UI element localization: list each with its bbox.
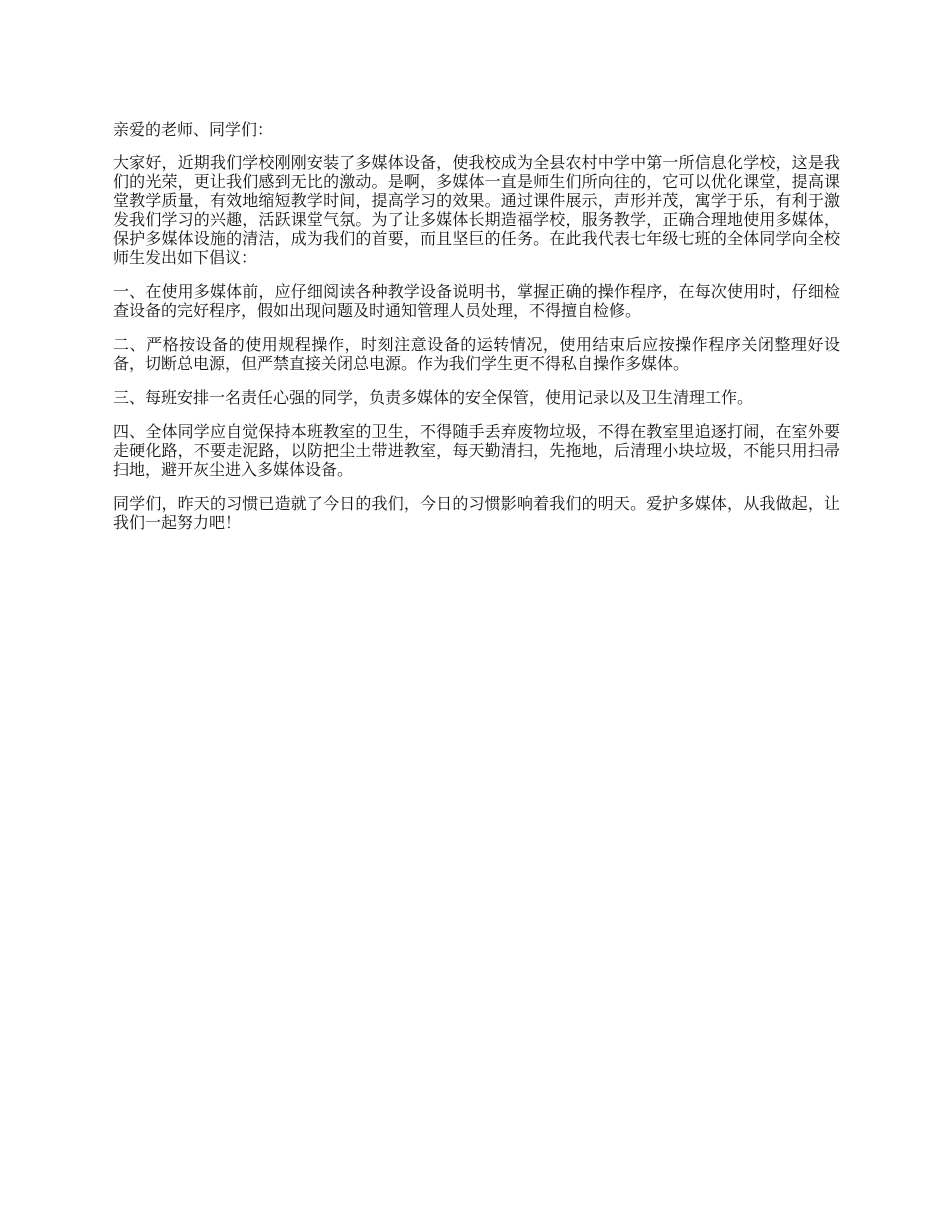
intro-paragraph: 大家好，近期我们学校刚刚安装了多媒体设备，使我校成为全县农村中学中第一所信息化学校，这是我们的光荣，更让我们感到无比的激动。是啊，多媒体一直是师生们所向往的，它可以优化课堂，提高课堂教学质量，有效地缩短教学时间，提高学习的效果。通过课件展示，声形并茂，寓学于乐，有利于激发我们学习的兴趣，活跃课堂气氛。为了让多媒体长期造福学校，服务教学，正确合理地使用多媒体，保护多媒体设施的清洁，成为我们的首要，而且坚巨的任务。在此我代表七年级七班的全体同学向全校师生发出如下倡议： [113,153,840,267]
proposal-item-3: 三、每班安排一名责任心强的同学，负责多媒体的安全保管，使用记录以及卫生清理工作。 [113,388,754,407]
proposal-item-4: 四、全体同学应自觉保持本班教室的卫生，不得随手丢弃废物垃圾，不得在教室里追逐打闹，在室外要走硬化路，不要走泥路，以防把尘土带进教室，每天勤清扫，先拖地，后清理小块垃圾，不能只用扫帚扫地，避开灰尘进入多媒体设备。 [113,422,840,479]
proposal-item-1: 一、在使用多媒体前，应仔细阅读各种教学设备说明书，掌握正确的操作程序，在每次使用时，仔细检查设备的完好程序，假如出现问题及时通知管理人员处理，不得擅自检修。 [113,282,840,320]
closing-paragraph: 同学们，昨天的习惯已造就了今日的我们，今日的习惯影响着我们的明天。爱护多媒体，从我做起，让我们一起努力吧！ [113,494,840,532]
document-page [113,120,840,547]
proposal-item-2: 二、严格按设备的使用规程操作，时刻注意设备的运转情况，使用结束后应按操作程序关闭整理好设备，切断总电源，但严禁直接关闭总电源。作为我们学生更不得私自操作多媒体。 [113,335,840,373]
salutation: 亲爱的老师、同学们： [113,120,274,139]
